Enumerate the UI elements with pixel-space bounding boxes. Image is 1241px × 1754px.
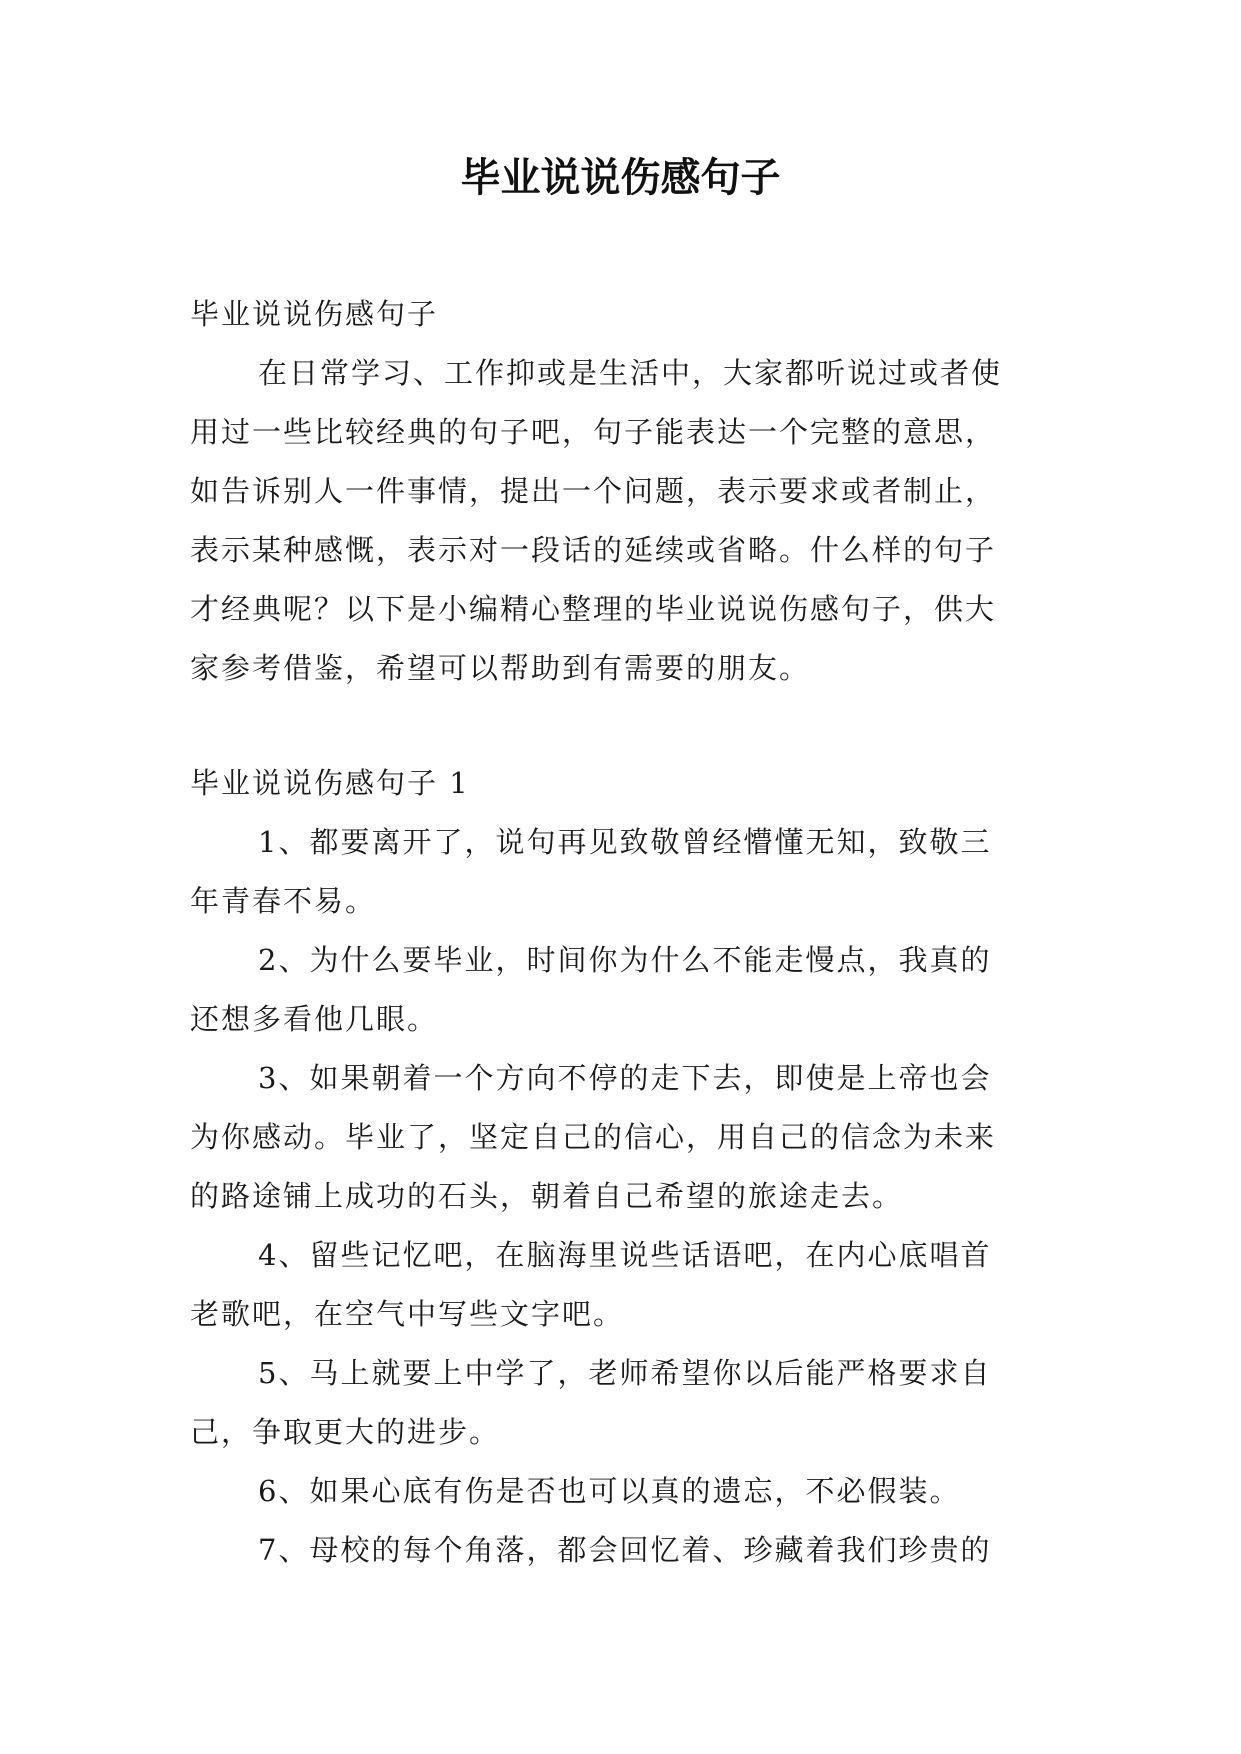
list-item-line: 的路途铺上成功的石头，朝着自己希望的旅途走去。: [190, 1179, 904, 1213]
intro-line: 家参考借鉴，希望可以帮助到有需要的朋友。: [190, 651, 811, 685]
intro-line: 用过一些比较经典的句子吧，句子能表达一个完整的意思，: [190, 415, 997, 449]
intro-line: 如告诉别人一件事情，提出一个问题，表示要求或者制止，: [190, 474, 997, 508]
section-spacer: [190, 698, 1070, 754]
list-item-line: 4、留些记忆吧，在脑海里说些话语吧，在内心底唱首: [258, 1238, 992, 1272]
section-heading: 毕业说说伤感句子 1: [190, 766, 470, 800]
list-item-line: 年青春不易。: [190, 884, 377, 918]
list-item-line: 己，争取更大的进步。: [190, 1415, 501, 1449]
intro-heading: 毕业说说伤感句子: [190, 297, 439, 331]
document-title: 毕业说说伤感句子: [460, 155, 781, 201]
intro-line: 才经典呢？以下是小编精心整理的毕业说说伤感句子，供大: [190, 592, 997, 626]
list-item-line: 老歌吧，在空气中写些文字吧。: [190, 1297, 625, 1331]
intro-line: 在日常学习、工作抑或是生活中，大家都听说过或者使: [258, 356, 1003, 390]
list-item-line: 2、为什么要毕业，时间你为什么不能走慢点，我真的: [258, 943, 992, 977]
intro-line: 表示某种感慨，表示对一段话的延续或省略。什么样的句子: [190, 533, 997, 567]
list-item-line: 5、马上就要上中学了，老师希望你以后能严格要求自: [258, 1356, 992, 1390]
document-body: [190, 285, 1070, 1580]
list-item-line: 为你感动。毕业了，坚定自己的信心，用自己的信念为未来: [190, 1120, 997, 1154]
list-item-line: 6、如果心底有伤是否也可以真的遗忘，不必假装。: [258, 1474, 961, 1508]
list-item-line: 3、如果朝着一个方向不停的走下去，即使是上帝也会: [258, 1061, 992, 1095]
list-item-line: 7、母校的每个角落，都会回忆着、珍藏着我们珍贵的: [258, 1533, 992, 1567]
list-item-line: 1、都要离开了，说句再见致敬曾经懵懂无知，致敬三: [258, 825, 992, 859]
list-item-line: 还想多看他几眼。: [190, 1002, 439, 1036]
